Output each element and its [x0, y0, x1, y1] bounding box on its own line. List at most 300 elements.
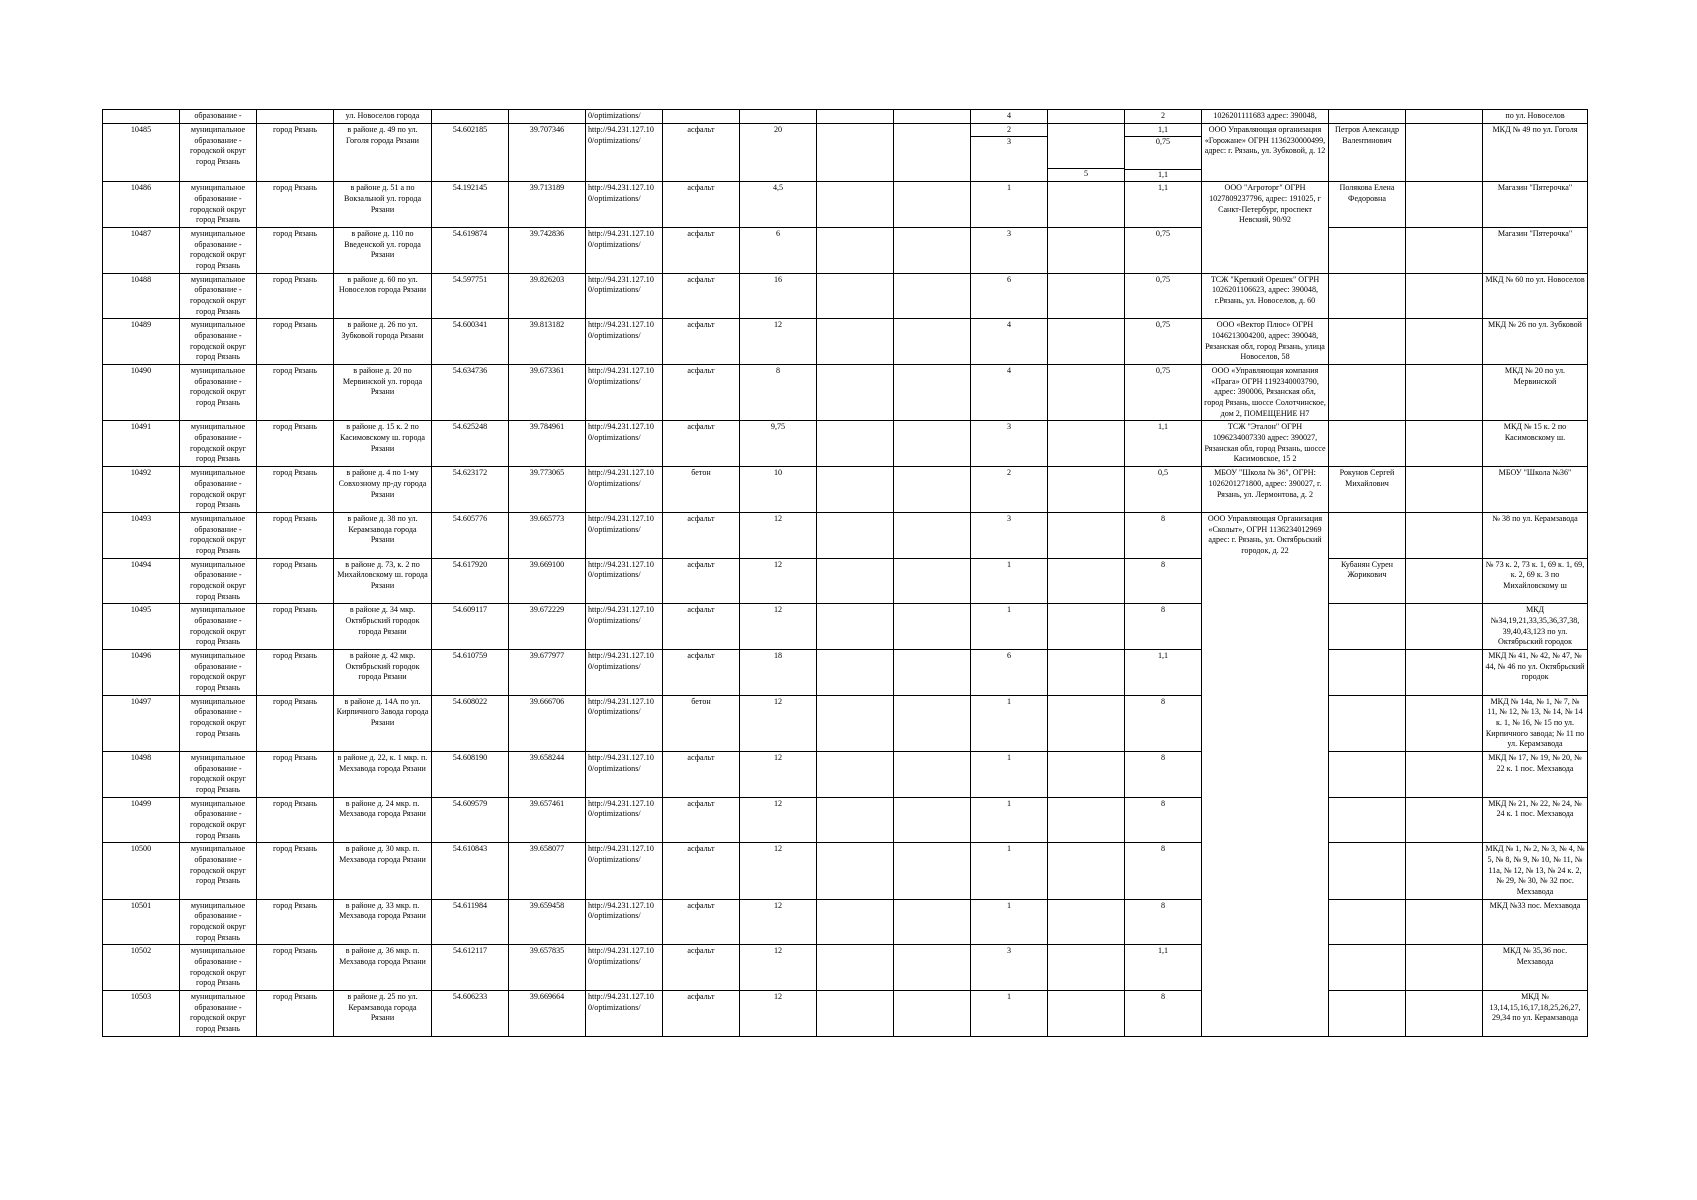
- cell-container-volume: [1125, 945, 1202, 991]
- cell-area: 12: [740, 558, 817, 604]
- cell-person: [1329, 649, 1406, 695]
- cell-address: в районе д. 15 к. 2 по Касимовскому ш. города Рязани: [334, 421, 432, 467]
- cell-city: город Рязань: [257, 319, 334, 365]
- cell-city: город Рязань: [257, 365, 334, 421]
- cell-empty-b: [894, 124, 971, 182]
- cell-container-volume: [1125, 512, 1202, 558]
- cell-empty-a: [817, 467, 894, 513]
- cell-latitude: 54.606233: [432, 991, 509, 1037]
- cell-empty-c: [1048, 512, 1125, 558]
- cell-organization: ТСЖ "Крепкий Орешек" ОГРН 1026201106623, адрес: 390048, г.Рязань, ул. Новоселов, д. 60: [1202, 273, 1329, 319]
- container-volume-value: 1,1: [1157, 422, 1169, 432]
- cell-empty-b: [894, 467, 971, 513]
- cell-empty-a: [817, 991, 894, 1037]
- cell-person: [1329, 695, 1406, 751]
- cell-empty-c: [1048, 751, 1125, 797]
- cell-cover: асфальт: [663, 228, 740, 274]
- cell-area: [740, 110, 817, 124]
- container-volume-value: 0,75: [1155, 274, 1171, 284]
- cell-area: 20: [740, 124, 817, 182]
- cell-empty-d: [1406, 319, 1483, 365]
- table-row: [103, 319, 1588, 365]
- cell-container-count: [971, 899, 1048, 945]
- cell-url: http://94.231.127.10 0/optimizations/: [586, 182, 663, 228]
- cell-empty-d: [1406, 695, 1483, 751]
- cell-person: [1329, 421, 1406, 467]
- container-count-value: 3: [1006, 513, 1012, 523]
- cell-person: Рокунов Сергей Михайлович: [1329, 467, 1406, 513]
- cell-url: http://94.231.127.10 0/optimizations/: [586, 421, 663, 467]
- cell-empty-c: [1048, 273, 1125, 319]
- table-row: [103, 512, 1588, 558]
- cell-id: 10501: [103, 899, 180, 945]
- cell-container-count: [971, 365, 1048, 421]
- cell-empty-a: [817, 649, 894, 695]
- cell-cover: асфальт: [663, 604, 740, 650]
- spacer: [1127, 147, 1199, 168]
- cell-empty-b: [894, 558, 971, 604]
- cell-city: город Рязань: [257, 899, 334, 945]
- cell-municipality: муниципальное образование - городской округ город Рязань: [180, 751, 257, 797]
- cell-address: в районе д. 24 мкр. п. Мехзавода города Рязани: [334, 797, 432, 843]
- cell-source: Магазин "Пятерочка": [1483, 182, 1588, 228]
- cell-source: МБОУ "Школа №36": [1483, 467, 1588, 513]
- cell-source: МКД № 15 к. 2 по Касимовскому ш.: [1483, 421, 1588, 467]
- cell-empty-c: [1048, 110, 1125, 124]
- table-row-partial: [103, 110, 1588, 124]
- cell-municipality: муниципальное образование - городской округ город Рязань: [180, 182, 257, 228]
- cell-container-volume: [1125, 558, 1202, 604]
- cell-container-count: [971, 273, 1048, 319]
- container-volume-value: 1,1: [1157, 183, 1169, 193]
- cell-city: город Рязань: [257, 228, 334, 274]
- container-volume-value: 1,1: [1157, 125, 1169, 134]
- cell-person: [1329, 843, 1406, 899]
- cell-empty-c: [1048, 124, 1125, 182]
- spacer: [1050, 125, 1122, 168]
- container-volume-value: 0,75: [1155, 320, 1171, 330]
- cell-latitude: 54.634736: [432, 365, 509, 421]
- cell-url: http://94.231.127.10 0/optimizations/: [586, 899, 663, 945]
- cell-empty-a: [817, 228, 894, 274]
- cell-municipality: муниципальное образование - городской округ город Рязань: [180, 512, 257, 558]
- cell-address: в районе д. 38 по ул. Керамзавода города Рязани: [334, 512, 432, 558]
- cell-person: [1329, 991, 1406, 1037]
- cell-container-count: [971, 182, 1048, 228]
- cell-empty-c: [1048, 797, 1125, 843]
- cell-url: http://94.231.127.10 0/optimizations/: [586, 797, 663, 843]
- cell-longitude: 39.826203: [509, 273, 586, 319]
- cell-area: 12: [740, 751, 817, 797]
- container-count-value: 1: [1006, 844, 1012, 854]
- cell-url: http://94.231.127.10 0/optimizations/: [586, 467, 663, 513]
- cell-longitude: 39.707346: [509, 124, 586, 182]
- container-count-value: 2: [1006, 125, 1012, 134]
- container-count-value: 1: [1006, 752, 1012, 762]
- cell-person: [1329, 110, 1406, 124]
- cell-empty-c: [1048, 182, 1125, 228]
- container-volume-value: 0,5: [1157, 468, 1169, 478]
- cell-cover: асфальт: [663, 899, 740, 945]
- cell-source: МКД № 1, № 2, № 3, № 4, № 5, № 8, № 9, № 10, № 11, № 11а, № 12, № 13, № 24 к. 2, № 29, № 30, № 32 пос. Мехзавода: [1483, 843, 1588, 899]
- cell-cover: бетон: [663, 467, 740, 513]
- cell-city: город Рязань: [257, 843, 334, 899]
- container-volume-value: 0,75: [1155, 229, 1171, 239]
- cell-cover: асфальт: [663, 319, 740, 365]
- cell-cover: [663, 110, 740, 124]
- cell-latitude: 54.609117: [432, 604, 509, 650]
- cell-empty-d: [1406, 843, 1483, 899]
- table-row: [103, 899, 1588, 945]
- cell-empty-c: [1048, 467, 1125, 513]
- cell-id: 10495: [103, 604, 180, 650]
- cell-container-volume: [1125, 751, 1202, 797]
- cell-city: город Рязань: [257, 649, 334, 695]
- cell-area: 6: [740, 228, 817, 274]
- cell-address: в районе д. 22, к. 1 мкр. п. Мехзавода города Рязани: [334, 751, 432, 797]
- table-row: [103, 421, 1588, 467]
- cell-id: 10489: [103, 319, 180, 365]
- cell-empty-d: [1406, 110, 1483, 124]
- cell-municipality: муниципальное образование - городской округ город Рязань: [180, 421, 257, 467]
- cell-id: 10498: [103, 751, 180, 797]
- cell-longitude: 39.669664: [509, 991, 586, 1037]
- cell-longitude: 39.673361: [509, 365, 586, 421]
- cell-cover: асфальт: [663, 182, 740, 228]
- cell-url: http://94.231.127.10 0/optimizations/: [586, 751, 663, 797]
- cell-container-count: [971, 228, 1048, 274]
- cell-address: в районе д. 36 мкр. п. Мехзавода города Рязани: [334, 945, 432, 991]
- cell-empty-b: [894, 319, 971, 365]
- cell-latitude: 54.612117: [432, 945, 509, 991]
- cell-longitude: 39.677977: [509, 649, 586, 695]
- cell-id: 10492: [103, 467, 180, 513]
- cell-empty-d: [1406, 649, 1483, 695]
- table-row: [103, 751, 1588, 797]
- cell-container-count: [971, 695, 1048, 751]
- cell-container-volume: [1125, 843, 1202, 899]
- cell-source: МКД №34,19,21,33,35,36,37,38, 39,40,43,123 по ул. Октябрьский городок: [1483, 604, 1588, 650]
- container-volume-value: 8: [1160, 605, 1166, 615]
- cell-container-volume: [1125, 124, 1202, 182]
- container-count-value: 1: [1006, 798, 1012, 808]
- cell-municipality: муниципальное образование - городской округ город Рязань: [180, 365, 257, 421]
- cell-id: 10500: [103, 843, 180, 899]
- cell-empty-d: [1406, 991, 1483, 1037]
- cell-url: http://94.231.127.10 0/optimizations/: [586, 273, 663, 319]
- cell-area: 10: [740, 467, 817, 513]
- table-row: [103, 228, 1588, 274]
- container-volume-value: 8: [1160, 513, 1166, 523]
- table-row: [103, 273, 1588, 319]
- table-row: [103, 182, 1588, 228]
- cell-empty-a: [817, 797, 894, 843]
- cell-empty-d: [1406, 421, 1483, 467]
- cell-address: в районе д. 14А по ул. Кирпичного Завода города Рязани: [334, 695, 432, 751]
- cell-source: МКД №33 пос. Мехзавода: [1483, 899, 1588, 945]
- cell-area: 12: [740, 512, 817, 558]
- cell-id: 10486: [103, 182, 180, 228]
- cell-city: город Рязань: [257, 421, 334, 467]
- cell-container-volume: [1125, 365, 1202, 421]
- cell-empty-a: [817, 124, 894, 182]
- cell-latitude: 54.610759: [432, 649, 509, 695]
- cell-id: 10493: [103, 512, 180, 558]
- cell-container-volume: [1125, 797, 1202, 843]
- cell-source: МКД № 13,14,15,16,17,18,25,26,27, 29,34 по ул. Керамзавода: [1483, 991, 1588, 1037]
- cell-url: http://94.231.127.10 0/optimizations/: [586, 512, 663, 558]
- cell-empty-d: [1406, 182, 1483, 228]
- cell-container-count: [971, 512, 1048, 558]
- cell-municipality: образование -: [180, 110, 257, 124]
- cell-person: [1329, 945, 1406, 991]
- cell-person: [1329, 273, 1406, 319]
- container-count-value: 3: [1006, 422, 1012, 432]
- cell-cover: асфальт: [663, 751, 740, 797]
- container-volume-value: 0,75: [1155, 366, 1171, 376]
- cell-id: 10502: [103, 945, 180, 991]
- cell-url: http://94.231.127.10 0/optimizations/: [586, 945, 663, 991]
- cell-cover: асфальт: [663, 365, 740, 421]
- cell-source: МКД № 60 по ул. Новоселов: [1483, 273, 1588, 319]
- cell-container-count: [971, 797, 1048, 843]
- cell-empty-d: [1406, 899, 1483, 945]
- cell-empty-c: [1048, 991, 1125, 1037]
- cell-empty-b: [894, 228, 971, 274]
- cell-address: в районе д. 73, к. 2 по Михайловскому ш. города Рязани: [334, 558, 432, 604]
- cell-city: город Рязань: [257, 273, 334, 319]
- cell-city: город Рязань: [257, 558, 334, 604]
- cell-organization: ТСЖ "Эталон" ОГРН 1096234007330 адрес: 390027, Рязанская обл, город Рязань, шоссе Касимовское, 15 2: [1202, 421, 1329, 467]
- cell-address: в районе д. 34 мкр. Октябрьский городок города Рязани: [334, 604, 432, 650]
- cell-latitude: 54.605776: [432, 512, 509, 558]
- cell-cover: асфальт: [663, 124, 740, 182]
- cell-municipality: муниципальное образование - городской округ город Рязань: [180, 649, 257, 695]
- cell-latitude: 54.619874: [432, 228, 509, 274]
- cell-address: в районе д. 26 по ул. Зубковой города Рязани: [334, 319, 432, 365]
- cell-empty-a: [817, 695, 894, 751]
- container-count-value: 3: [1006, 946, 1012, 956]
- cell-municipality: муниципальное образование - городской округ город Рязань: [180, 558, 257, 604]
- cell-cover: асфальт: [663, 797, 740, 843]
- registry-table: [102, 109, 1588, 1037]
- cell-latitude: [432, 110, 509, 124]
- cell-latitude: 54.625248: [432, 421, 509, 467]
- cell-cover: асфальт: [663, 421, 740, 467]
- cell-empty-c: [1048, 695, 1125, 751]
- cell-container-count: [971, 604, 1048, 650]
- container-count-value: 4: [1006, 366, 1012, 376]
- cell-latitude: 54.617920: [432, 558, 509, 604]
- cell-empty-b: [894, 991, 971, 1037]
- cell-empty-c: [1048, 649, 1125, 695]
- cell-empty-b: [894, 797, 971, 843]
- container-count-value: 4: [1006, 320, 1012, 330]
- container-volume-value: 8: [1160, 798, 1166, 808]
- cell-municipality: муниципальное образование - городской округ город Рязань: [180, 604, 257, 650]
- cell-latitude: 54.609579: [432, 797, 509, 843]
- cell-empty-b: [894, 512, 971, 558]
- cell-longitude: 39.669100: [509, 558, 586, 604]
- cell-container-count: [971, 945, 1048, 991]
- cell-address: в районе д. 25 по ул. Керамзавода города Рязани: [334, 991, 432, 1037]
- cell-longitude: 39.666706: [509, 695, 586, 751]
- cell-empty-d: [1406, 512, 1483, 558]
- cell-source: № 38 по ул. Керамзавода: [1483, 512, 1588, 558]
- container-count-value: 3: [1006, 229, 1012, 239]
- container-volume-value: 1,1: [1125, 169, 1201, 181]
- cell-area: 16: [740, 273, 817, 319]
- table-row: [103, 991, 1588, 1037]
- cell-city: [257, 110, 334, 124]
- cell-empty-a: [817, 512, 894, 558]
- cell-city: город Рязань: [257, 512, 334, 558]
- cell-url: 0/optimizations/: [586, 110, 663, 124]
- cell-empty-b: [894, 945, 971, 991]
- cell-id: 10491: [103, 421, 180, 467]
- cell-empty-a: [817, 182, 894, 228]
- table-row: [103, 797, 1588, 843]
- cell-area: 12: [740, 991, 817, 1037]
- cell-longitude: 39.659458: [509, 899, 586, 945]
- cell-address: в районе д. 20 по Мервинской ул. города Рязани: [334, 365, 432, 421]
- cell-empty-c: [1048, 558, 1125, 604]
- cell-source: по ул. Новоселов: [1483, 110, 1588, 124]
- cell-empty-d: [1406, 124, 1483, 182]
- cell-id: 10497: [103, 695, 180, 751]
- cell-container-volume: [1125, 991, 1202, 1037]
- container-volume-value: 8: [1160, 559, 1166, 569]
- cell-organization: ООО «Вектор Плюс» ОГРН 1046213004200, адрес: 390048, Рязанская обл, город Рязань, улица Новоселов, 58: [1202, 319, 1329, 365]
- table-row: [103, 604, 1588, 650]
- cell-empty-b: [894, 695, 971, 751]
- cell-longitude: [509, 110, 586, 124]
- container-volume-value: 8: [1160, 844, 1166, 854]
- cell-empty-b: [894, 899, 971, 945]
- cell-person: Петров Александр Валентинович: [1329, 124, 1406, 182]
- cell-id: 10488: [103, 273, 180, 319]
- cell-address: в районе д. 4 по 1-му Совхозному пр-ду города Рязани: [334, 467, 432, 513]
- cell-longitude: 39.813182: [509, 319, 586, 365]
- cell-empty-a: [817, 110, 894, 124]
- cell-id: 10494: [103, 558, 180, 604]
- cell-container-volume: [1125, 467, 1202, 513]
- cell-organization: ООО Управляющая Организация «Сколыт», ОГРН 1136234012969 адрес: г. Рязань, ул. Октябрьский городок, д. 22: [1202, 512, 1329, 1036]
- cell-area: 12: [740, 604, 817, 650]
- cell-url: http://94.231.127.10 0/optimizations/: [586, 695, 663, 751]
- cell-container-count: [971, 649, 1048, 695]
- container-volume-value: 8: [1160, 992, 1166, 1002]
- cell-source: МКД № 17, № 19, № 20, № 22 к. 1 пос. Мехзавода: [1483, 751, 1588, 797]
- cell-cover: асфальт: [663, 558, 740, 604]
- cell-url: http://94.231.127.10 0/optimizations/: [586, 124, 663, 182]
- cell-source: МКД № 35,36 пос. Мехзавода: [1483, 945, 1588, 991]
- cell-person: Кубанян Сурен Жорикович: [1329, 558, 1406, 604]
- cell-url: http://94.231.127.10 0/optimizations/: [586, 558, 663, 604]
- cell-empty-d: [1406, 604, 1483, 650]
- cell-city: город Рязань: [257, 797, 334, 843]
- container-volume-value: 8: [1160, 696, 1166, 706]
- cell-longitude: 39.658077: [509, 843, 586, 899]
- cell-empty-a: [817, 319, 894, 365]
- cell-latitude: 54.608022: [432, 695, 509, 751]
- container-volume-value: 1,1: [1157, 946, 1169, 956]
- cell-city: город Рязань: [257, 124, 334, 182]
- cell-municipality: муниципальное образование - городской округ город Рязань: [180, 124, 257, 182]
- cell-longitude: 39.773065: [509, 467, 586, 513]
- cell-empty-d: [1406, 228, 1483, 274]
- cell-empty-c: [1048, 899, 1125, 945]
- cell-municipality: муниципальное образование - городской округ город Рязань: [180, 319, 257, 365]
- cell-person: [1329, 797, 1406, 843]
- cell-longitude: 39.713189: [509, 182, 586, 228]
- cell-source: МКД № 41, № 42, № 47, № 44, № 46 по ул. Октябрьский городок: [1483, 649, 1588, 695]
- cell-cover: асфальт: [663, 843, 740, 899]
- cell-container-volume: [1125, 273, 1202, 319]
- cell-city: город Рязань: [257, 182, 334, 228]
- cell-container-count: [971, 843, 1048, 899]
- cell-container-volume: [1125, 649, 1202, 695]
- cell-address: в районе д. 110 по Введенской ул. города Рязани: [334, 228, 432, 274]
- cell-person: [1329, 751, 1406, 797]
- cell-empty-b: [894, 365, 971, 421]
- cell-cover: асфальт: [663, 649, 740, 695]
- cell-address: в районе д. 42 мкр. Октябрьский городок города Рязани: [334, 649, 432, 695]
- container-count-value: 6: [1006, 650, 1012, 660]
- container-volume-value: 8: [1160, 752, 1166, 762]
- cell-container-volume: [1125, 228, 1202, 274]
- cell-city: город Рязань: [257, 991, 334, 1037]
- cell-organization: ООО "Агроторг" ОГРН 1027809237796, адрес: 191025, г Санкт-Петербург, проспект Невский, 90/92: [1202, 182, 1329, 273]
- container-count-value: 2: [1006, 468, 1012, 478]
- cell-municipality: муниципальное образование - городской округ город Рязань: [180, 695, 257, 751]
- table-row: [103, 843, 1588, 899]
- cell-municipality: муниципальное образование - городской округ город Рязань: [180, 273, 257, 319]
- container-count-value: 1: [1006, 992, 1012, 1002]
- cell-empty-c: [1048, 604, 1125, 650]
- cell-empty-a: [817, 751, 894, 797]
- cell-source: МКД № 14а, № 1, № 7, № 11, № 12, № 13, № 14, № 14 к. 1, № 16, № 15 по ул. Кирпичного завода; № 11 по ул. Керамзавода: [1483, 695, 1588, 751]
- cell-container-volume: [1125, 695, 1202, 751]
- cell-area: 12: [740, 797, 817, 843]
- container-volume-value: 0,75: [1125, 136, 1201, 148]
- cell-empty-a: [817, 273, 894, 319]
- cell-municipality: муниципальное образование - городской округ город Рязань: [180, 945, 257, 991]
- cell-empty-b: [894, 604, 971, 650]
- cell-latitude: 54.611984: [432, 899, 509, 945]
- cell-address: в районе д. 30 мкр. п. Мехзавода города Рязани: [334, 843, 432, 899]
- cell-empty-d: [1406, 797, 1483, 843]
- cell-source: МКД № 21, № 22, № 24, № 24 к. 1 пос. Мехзавода: [1483, 797, 1588, 843]
- cell-area: 4,5: [740, 182, 817, 228]
- cell-cover: бетон: [663, 695, 740, 751]
- cell-container-volume: [1125, 421, 1202, 467]
- cell-cover: асфальт: [663, 273, 740, 319]
- cell-url: http://94.231.127.10 0/optimizations/: [586, 649, 663, 695]
- cell-area: 9,75: [740, 421, 817, 467]
- container-count-value: 3: [971, 136, 1047, 148]
- cell-source: МКД № 26 по ул. Зубковой: [1483, 319, 1588, 365]
- container-volume-value: 1,1: [1157, 650, 1169, 660]
- cell-latitude: 54.597751: [432, 273, 509, 319]
- cell-source: Магазин "Пятерочка": [1483, 228, 1588, 274]
- cell-empty-a: [817, 945, 894, 991]
- cell-city: город Рязань: [257, 751, 334, 797]
- cell-id: 10496: [103, 649, 180, 695]
- cell-empty-b: [894, 182, 971, 228]
- spacer: [973, 147, 1045, 168]
- cell-municipality: муниципальное образование - городской округ город Рязань: [180, 467, 257, 513]
